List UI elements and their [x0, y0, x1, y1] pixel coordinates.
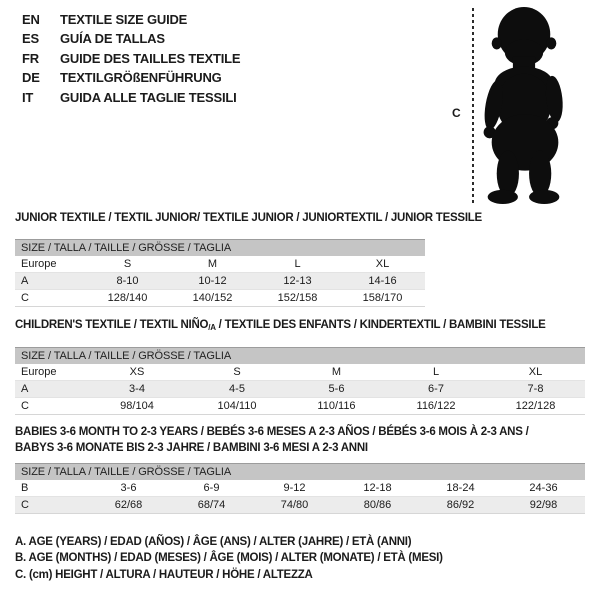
cell: 158/170 — [362, 292, 403, 304]
babies-row-months — [15, 480, 585, 497]
cell: XS — [129, 366, 145, 378]
row-label: A — [21, 275, 29, 287]
cell: 116/122 — [416, 400, 456, 412]
row-label: C — [21, 292, 29, 304]
babies-title-line1: BABIES 3-6 MONTH TO 2-3 YEARS / BEBÉS 3-6 MESES A 2-3 AÑOS / BÉBÉS 3-6 MOIS À 2-3 ANS / — [15, 426, 529, 438]
legend-line-a: A. AGE (YEARS) / EDAD (AÑOS) / ÂGE (ANS) / ALTER (JAHRE) / ETÀ (ANNI) — [15, 536, 412, 548]
height-measure-line — [472, 8, 474, 205]
children-title — [15, 318, 585, 335]
cell: 18-24 — [446, 482, 475, 494]
cell: 128/140 — [107, 292, 148, 304]
babies-size-table — [15, 480, 585, 514]
cell: 86/92 — [446, 499, 475, 511]
cell: 104/110 — [217, 400, 257, 412]
cell: 92/98 — [529, 499, 558, 511]
language-code: ES — [22, 31, 39, 47]
junior-row-age — [15, 273, 425, 290]
cell: 9-12 — [283, 482, 306, 494]
cell: 5-6 — [328, 383, 345, 395]
cell: L — [432, 366, 440, 378]
language-code: FR — [22, 50, 39, 66]
cell: 140/152 — [192, 292, 233, 304]
row-label: Europe — [21, 366, 57, 378]
language-code: DE — [22, 70, 40, 86]
children-row-height — [15, 398, 585, 415]
cell: 98/104 — [120, 400, 154, 412]
cell: S — [123, 258, 132, 270]
junior-size-table — [15, 256, 425, 307]
babies-title — [15, 424, 585, 456]
cell: 3-6 — [120, 482, 137, 494]
height-label-c: C — [452, 106, 461, 120]
cell: 152/158 — [277, 292, 318, 304]
babies-section — [15, 424, 585, 514]
cell: 80/86 — [363, 499, 392, 511]
junior-title: JUNIOR TEXTILE / TEXTIL JUNIOR/ TEXTILE JUNIOR / JUNIORTEXTIL / JUNIOR TESSILE — [15, 212, 482, 224]
legend-line-c: C. (cm) HEIGHT / ALTURA / HAUTEUR / HÖHE / ALTEZZA — [15, 568, 313, 581]
cell: 12-18 — [363, 482, 392, 494]
language-code: IT — [22, 89, 34, 105]
language-item — [22, 29, 240, 48]
legend-line-b: B. AGE (MONTHS) / EDAD (MESES) / ÂGE (MOIS) / ALTER (MONATE) / ETÀ (MESI) — [15, 552, 443, 565]
language-code: EN — [22, 12, 40, 27]
language-item — [22, 10, 240, 29]
junior-section — [15, 211, 482, 307]
cell: M — [331, 366, 342, 378]
row-label: C — [21, 499, 29, 511]
children-title-part1: CHILDREN'S TEXTILE / TEXTIL NIÑO — [15, 319, 209, 331]
language-list — [22, 10, 240, 107]
language-label: TEXTILGRÖßENFÜHRUNG — [60, 70, 222, 86]
cell: 68/74 — [197, 499, 226, 511]
cell: M — [207, 258, 218, 270]
babies-title-line2: BABYS 3-6 MONATE BIS 2-3 JAHRE / BAMBINI 3-6 MESI A 2-3 ANNI — [15, 442, 368, 454]
cell: 62/68 — [114, 499, 143, 511]
language-label: GUIDA ALLE TAGLIE TESSILI — [60, 89, 237, 105]
children-size-header-bar: SIZE / TALLA / TAILLE / GRÖSSE / TAGLIA — [15, 347, 585, 364]
cell: 3-4 — [129, 383, 145, 395]
children-title-subscript: /A — [208, 323, 216, 332]
language-label: GUÍA DE TALLAS — [60, 31, 165, 47]
babies-row-height — [15, 497, 585, 514]
junior-row-europe — [15, 256, 425, 273]
junior-row-height — [15, 290, 425, 307]
children-title-part2: / TEXTILE DES ENFANTS / KINDERTEXTIL / BAMBINI TESSILE — [215, 319, 546, 331]
row-label: A — [21, 383, 29, 395]
cell: 6-7 — [428, 383, 444, 395]
cell: 7-8 — [527, 383, 544, 395]
cell: XL — [375, 258, 390, 270]
cell: S — [233, 366, 241, 378]
junior-size-header-bar: SIZE / TALLA / TAILLE / GRÖSSE / TAGLIA — [15, 239, 425, 256]
babies-size-header-bar: SIZE / TALLA / TAILLE / GRÖSSE / TAGLIA — [15, 463, 585, 480]
cell: 8-10 — [116, 275, 139, 287]
children-size-table — [15, 364, 585, 415]
children-row-europe — [15, 364, 585, 381]
cell: 6-9 — [203, 482, 220, 494]
language-item — [22, 88, 240, 107]
baby-silhouette-icon — [478, 4, 570, 206]
row-label: C — [21, 400, 29, 412]
language-item — [22, 49, 240, 68]
cell: 4-5 — [229, 383, 245, 395]
language-item — [22, 68, 240, 87]
cell: 14-16 — [368, 275, 397, 287]
cell: 12-13 — [283, 275, 312, 287]
cell: 10-12 — [198, 275, 227, 287]
cell: XL — [528, 366, 543, 378]
language-label: TEXTILE SIZE GUIDE — [60, 12, 188, 27]
cell: 122/128 — [515, 400, 556, 412]
language-label: GUIDE DES TAILLES TEXTILE — [60, 50, 241, 66]
children-row-age — [15, 381, 585, 398]
cell: L — [294, 258, 301, 270]
cell: 24-36 — [529, 482, 558, 494]
cell: 74/80 — [280, 499, 309, 511]
legend — [15, 534, 443, 583]
cell: 110/116 — [317, 400, 356, 412]
row-label: Europe — [21, 258, 57, 270]
children-section — [15, 318, 585, 415]
row-label: B — [21, 482, 29, 494]
